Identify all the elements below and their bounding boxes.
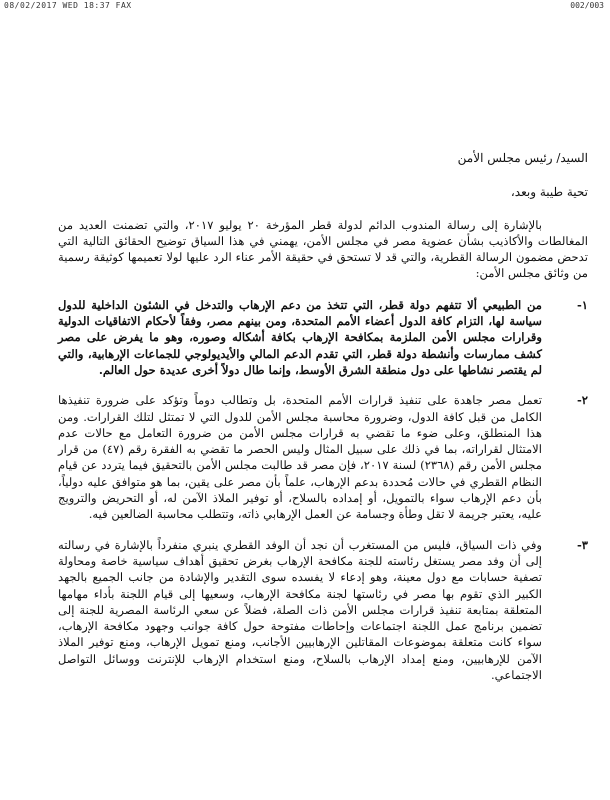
letter-body bbox=[58, 150, 588, 697]
point-3 bbox=[58, 537, 588, 684]
fax-page-number: 002/003 bbox=[570, 1, 604, 10]
point-text: تعمل مصر جاهدة على تنفيذ قرارات الأمم المتحدة، بل وتطالب دوماً وتؤكد على ضرورة تنفيذها الكامل من قبل كافة الدول، وضرورة محاسبة مجلس الأمن للدول التي لا تمتثل لتلك القرارات. ومن هذا المنطلق، وعلى ضوء ما تقضي به قرارات مجلس الأمن من ضرورة التعامل مع حالات عدم الامتثال لقراراته، بما في ذلك على سبيل المثال وليس الحصر ما تقضي به الفقرة رقم (٤٧) من قرار مجلس الأمن رقم (٢٣٦٨) لسنة ٢٠١٧، فإن مصر قد طالبت مجلس الأمن بالتحقيق فيما يتردد عن قيام النظام القطري في حالات مُحددة بدعم الإرهاب، علماً بأن مصر على يقين، بما هو متوافق عليه دولياً، بأن دعم الإرهاب سواء بالتمويل، أو إمداده بالسلاح، أو توفير الملاذ الآمن له، أو التحريض والترويج عليه، يعتبر جريمة لا تقل وطأة وجسامة عن العمل الإرهابي ذاته، وتتطلب محاسبة الضالعين فيه. bbox=[58, 393, 542, 522]
point-number: ٢- bbox=[576, 393, 588, 408]
point-text: وفي ذات السياق، فليس من المستغرب أن نجد أن الوفد القطري ينبري منفرداً بالإشارة في رسالته إلى أن وفد مصر يستغل رئاسته للجنة مكافحة الإرهاب بغرض تحقيق أهداف سياسية خاصة ومحاولة تصفية حسابات مع دول معينة، وهو إدعاء لا يفسده سوى التقدير والإشادة من جانب الجميع بالجهد الكبير الذي تقوم بها مصر في رئاستها لجنة مكافحة الإرهاب، وسعيها إلى قيام اللجنة بأداء مهامها المتعلقة بمتابعة تنفيذ قرارات مجلس الأمن ذات الصلة، فضلاً عن سعي الرئاسة المصرية للجنة إلى تضمين برنامج عمل اللجنة اجتماعات وإحاطات مفتوحة حول كافة جوانب وجهود مكافحة الإرهاب، سواء كانت متعلقة بموضوعات المقاتلين الإرهابيين الأجانب، ومنع تمويل الإرهاب، ومنع توفير الملاذ الآمن للإرهابيين، ومنع إمداد الإرهاب بالسلاح، ومنع استخدام الإرهاب للإنترنت ووسائل التواصل الاجتماعي. bbox=[58, 537, 542, 683]
point-text: من الطبيعي ألا تتفهم دولة قطر، التي تتخذ من دعم الإرهاب والتدخل في الشئون الداخلية للدول سياسة لها، التزام كافة الدول أعضاء الأمم المتحدة، ومن بينهم مصر، وفقاً لأحكام الاتفاقيات الدولية وقرارات مجلس الأمن الملزمة بمكافحة الإرهاب بكافة أشكاله وصوره، وهو ما يفرض على مصر كشف ممارسات وأنشطة دولة قطر، التي تقدم الدعم المالي والأيديولوجي للجماعات الإرهابية، والتي لم يقتصر نشاطها على دول منطقة الشرق الأوسط، وإنما طال دولاً أخرى عديدة حول العالم. bbox=[58, 297, 542, 377]
point-number: ٣- bbox=[576, 537, 588, 552]
fax-header bbox=[0, 0, 610, 12]
fax-timestamp: 08/02/2017 WED 18:37 FAX bbox=[4, 1, 132, 10]
point-number: ١- bbox=[576, 297, 588, 312]
intro-paragraph: بالإشارة إلى رسالة المندوب الدائم لدولة قطر المؤرخة ٢٠ يوليو ٢٠١٧، والتي تضمنت العديد من المغالطات والأكاذيب بشأن عضوية مصر في مجلس الأمن، يهمني في هذا السياق توضيح الحقائق التالية التي تدحض مضمون الرسالة القطرية، والتي قد لا تستحق في حقيقة الأمر عناء الرد عليها لولا تعميمها كوثيقة رسمية من وثائق مجلس الأمن: bbox=[58, 217, 588, 281]
addressee: السيد/ رئيس مجلس الأمن bbox=[457, 151, 588, 165]
point-1 bbox=[58, 297, 588, 378]
point-2 bbox=[58, 392, 588, 522]
greeting: تحية طيبة وبعد، bbox=[510, 185, 588, 200]
